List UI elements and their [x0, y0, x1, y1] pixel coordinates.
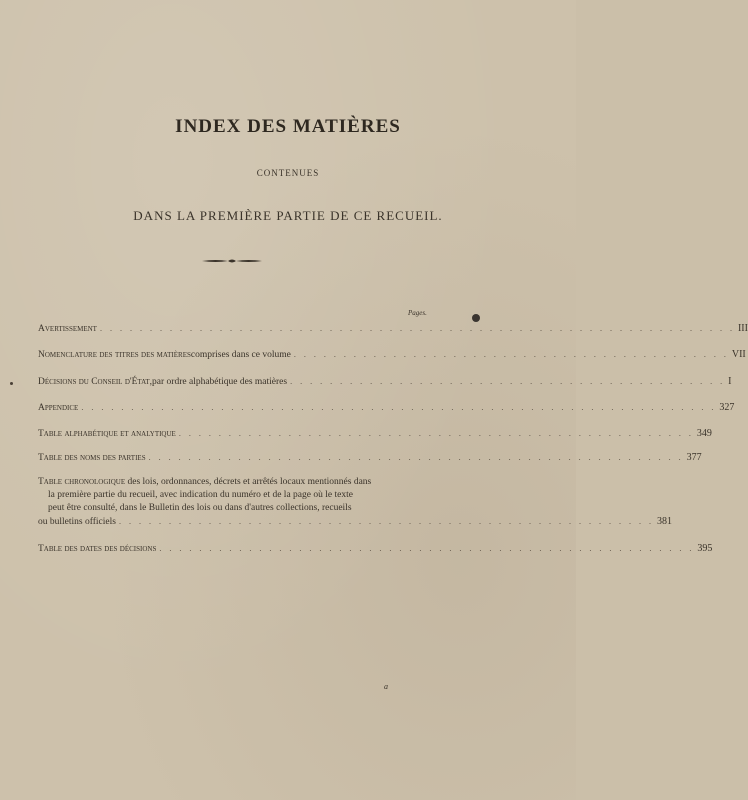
leader-dots: . . . . . . . . . . . . . . . . . . . . . . . . . . . . . . . . . . . . . . . . . . . . . . . . . . . . . . . . . . . . . . . .: [99, 324, 735, 333]
leader-dots: . . . . . . . . . . . . . . . . . . . . . . . . . . . . . . . . . . . . . . . . . . . .: [293, 350, 729, 359]
toc-entry-avertissement[interactable]: [38, 322, 748, 336]
toc-entry-table-chronologique[interactable]: [38, 476, 672, 529]
leader-dots: . . . . . . . . . . . . . . . . . . . . . . . . . . . . . . . . . . . . . . . . . . . .: [290, 377, 726, 386]
toc-page-number: 327: [719, 402, 735, 413]
toc-entry-label: Table des dates des décisions: [38, 544, 157, 554]
toc-page-number: 377: [686, 452, 702, 463]
pages-column-header: Pages.: [408, 309, 427, 317]
toc-entry-label: Table alphabétique et analytique: [38, 429, 176, 439]
toc-entry-nomenclature[interactable]: [38, 348, 746, 362]
toc-entry-label: Appendice: [38, 403, 79, 413]
leader-dots: . . . . . . . . . . . . . . . . . . . . . . . . . . . . . . . . . . . . . . . . . . . . . . . . . . . . . .: [159, 544, 695, 553]
toc-entry-table-alphabetique[interactable]: [38, 427, 712, 441]
toc-entry-label: Avertissement: [38, 324, 97, 334]
toc-page-number: I: [728, 376, 732, 387]
toc-entry-label: Décisions du Conseil d'État,: [38, 377, 153, 387]
toc-page-number: III: [737, 323, 748, 334]
toc-entry-text: par ordre alphabétique des matières: [152, 377, 288, 387]
toc-page-number: 349: [696, 428, 712, 439]
ink-spot: [472, 314, 480, 322]
signature-mark: a: [384, 682, 388, 691]
toc-entry-label: Table des noms des parties: [38, 453, 146, 463]
toc-entry-label: Table chronologique: [38, 477, 126, 487]
toc-entry-appendice[interactable]: [38, 401, 735, 415]
toc-entry-text-line: peut être consulté, dans le Bulletin des lois ou dans d'autres collections, recueils: [48, 503, 352, 513]
toc-entry-table-noms[interactable]: [38, 451, 702, 465]
leader-dots: . . . . . . . . . . . . . . . . . . . . . . . . . . . . . . . . . . . . . . . . . . . . . . . . . . . . . .: [148, 453, 684, 462]
toc-entry-table-dates[interactable]: [38, 542, 713, 556]
toc-entry-text: comprises dans ce volume: [190, 350, 291, 360]
subtitle: CONTENUES: [256, 168, 320, 178]
leader-dots: . . . . . . . . . . . . . . . . . . . . . . . . . . . . . . . . . . . . . . . . . . . . . . . . . . . .: [178, 429, 694, 438]
leader-dots: . . . . . . . . . . . . . . . . . . . . . . . . . . . . . . . . . . . . . . . . . . . . . . . . . . . . . .: [118, 517, 654, 526]
leader-dots: . . . . . . . . . . . . . . . . . . . . . . . . . . . . . . . . . . . . . . . . . . . . . . . . . . . . . . . . . . . . . . . .: [81, 403, 717, 412]
toc-page-number: 395: [697, 543, 713, 554]
toc-entry-text-line: ou bulletins officiels: [38, 517, 116, 527]
toc-entry-text: des lois, ordonnances, décrets et arrêtés locaux mentionnés dans: [125, 477, 372, 487]
toc-entry-label: Nomenclature des titres des matières: [38, 350, 191, 360]
margin-mark: [10, 382, 13, 385]
toc-entry-decisions[interactable]: [38, 375, 732, 389]
page-title: INDEX DES MATIÈRES: [175, 116, 401, 137]
toc-page-number: VII: [731, 349, 746, 360]
subtitle-line-2: DANS LA PREMIÈRE PARTIE DE CE RECUEIL.: [133, 208, 443, 223]
toc-entry-text-line: la première partie du recueil, avec indication du numéro et de la page où le texte: [48, 490, 353, 500]
ornament-divider: [200, 256, 264, 266]
toc-page-number: 381: [656, 516, 672, 527]
